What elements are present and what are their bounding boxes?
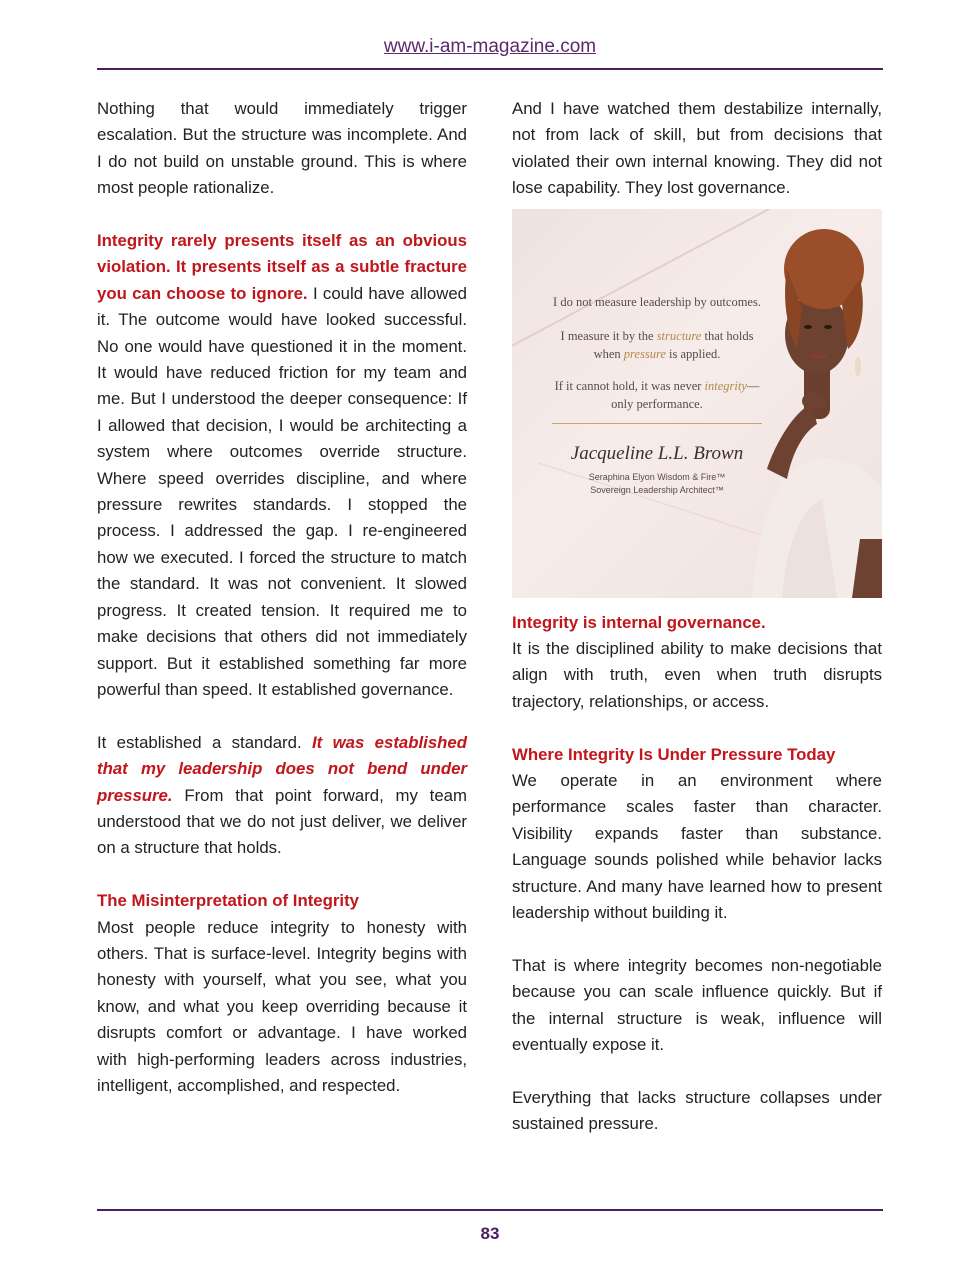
paragraph [97, 228, 467, 703]
paragraph [97, 730, 467, 862]
magazine-url-link[interactable]: www.i-am-magazine.com [383, 36, 597, 57]
paragraph: And I have watched them destabilize internally, not from lack of skill, but from decisions that violated their own internal knowing. They did not lose capability. They lost governance. [512, 99, 882, 198]
footer-divider [97, 1209, 883, 1211]
signature-title: Seraphina Elyon Wisdom & Fire™ Sovereign Leadership Architect™ [588, 471, 726, 495]
header-divider [97, 68, 883, 70]
quote-line: I do not measure leadership by outcomes. [553, 294, 761, 309]
emphasis-text: It was established that my leadership does not bend under pressure. [97, 732, 467, 805]
left-column [97, 96, 467, 1126]
section-heading: Where Integrity Is Under Pressure Today [512, 744, 836, 764]
emphasis-text: Integrity rarely presents itself as an obvious violation. It presents itself as a subtle fracture you can choose to ignore. [97, 231, 467, 303]
signature: Jacqueline L.L. Brown [570, 442, 744, 464]
paragraph: It is the disciplined ability to make decisions that align with truth, even when truth disrupts trajectory, relationships, or access. [512, 639, 882, 711]
right-column [512, 96, 882, 1164]
body-text: From that point forward, my team understood that we do not just deliver, we deliver on a structure that holds. [97, 785, 467, 858]
paragraph: That is where integrity becomes non-negotiable because you can scale influence quickly. But if the internal structure is weak, influence will eventually expose it. [512, 955, 882, 1055]
section-heading: Integrity is internal governance. [512, 612, 766, 632]
paragraph: We operate in an environment where performance scales faster than character. Visibility expands faster than substance. Language sounds polished while behavior lacks structure. And many have learned how to present leadership without building it. [512, 771, 882, 923]
page-number: 83 [480, 1224, 500, 1243]
quote-line: I measure it by the structure that holds when pressure is applied. [560, 328, 754, 361]
body-text: I could have allowed it. The outcome would have looked successful. No one would have questioned it in the moment. It would have reduced friction for my team and me. But I understood the deeper consequence: If I allowed that decision, I would be architecting a system where outcomes override structure. Where speed overrides discipline, and where pressure rewrites standards. I stopped the process. I addressed the gap. I re-engineered how we executed. I forced the structure to match the standard. It was not convenient. It slowed progress. It created tension. It required me to make decisions that others did not immediately support. But it established something far more powerful than speed. It established governance. [97, 283, 467, 699]
quote-line: If it cannot hold, it was never integrity— only performance. [554, 378, 760, 411]
body-text: It established a standard. [97, 732, 312, 752]
portrait-photo [742, 209, 882, 598]
quote-divider [552, 423, 762, 424]
paragraph: Nothing that would immediately trigger escalation. But the structure was incomplete. And I do not build on unstable ground. This is where most people rationalize. [97, 99, 467, 198]
quote-image [512, 209, 882, 598]
paragraph: Most people reduce integrity to honesty with others. That is surface-level. Integrity begins with honesty with yourself, what you see, what you know, and what you keep overriding because it disrupts comfort or advantage. I have worked with high-performing leaders across industries, intelligent, accomplished, and respected. [97, 917, 467, 1095]
section-heading: The Misinterpretation of Integrity [97, 891, 359, 911]
paragraph: Everything that lacks structure collapses under sustained pressure. [512, 1087, 882, 1134]
